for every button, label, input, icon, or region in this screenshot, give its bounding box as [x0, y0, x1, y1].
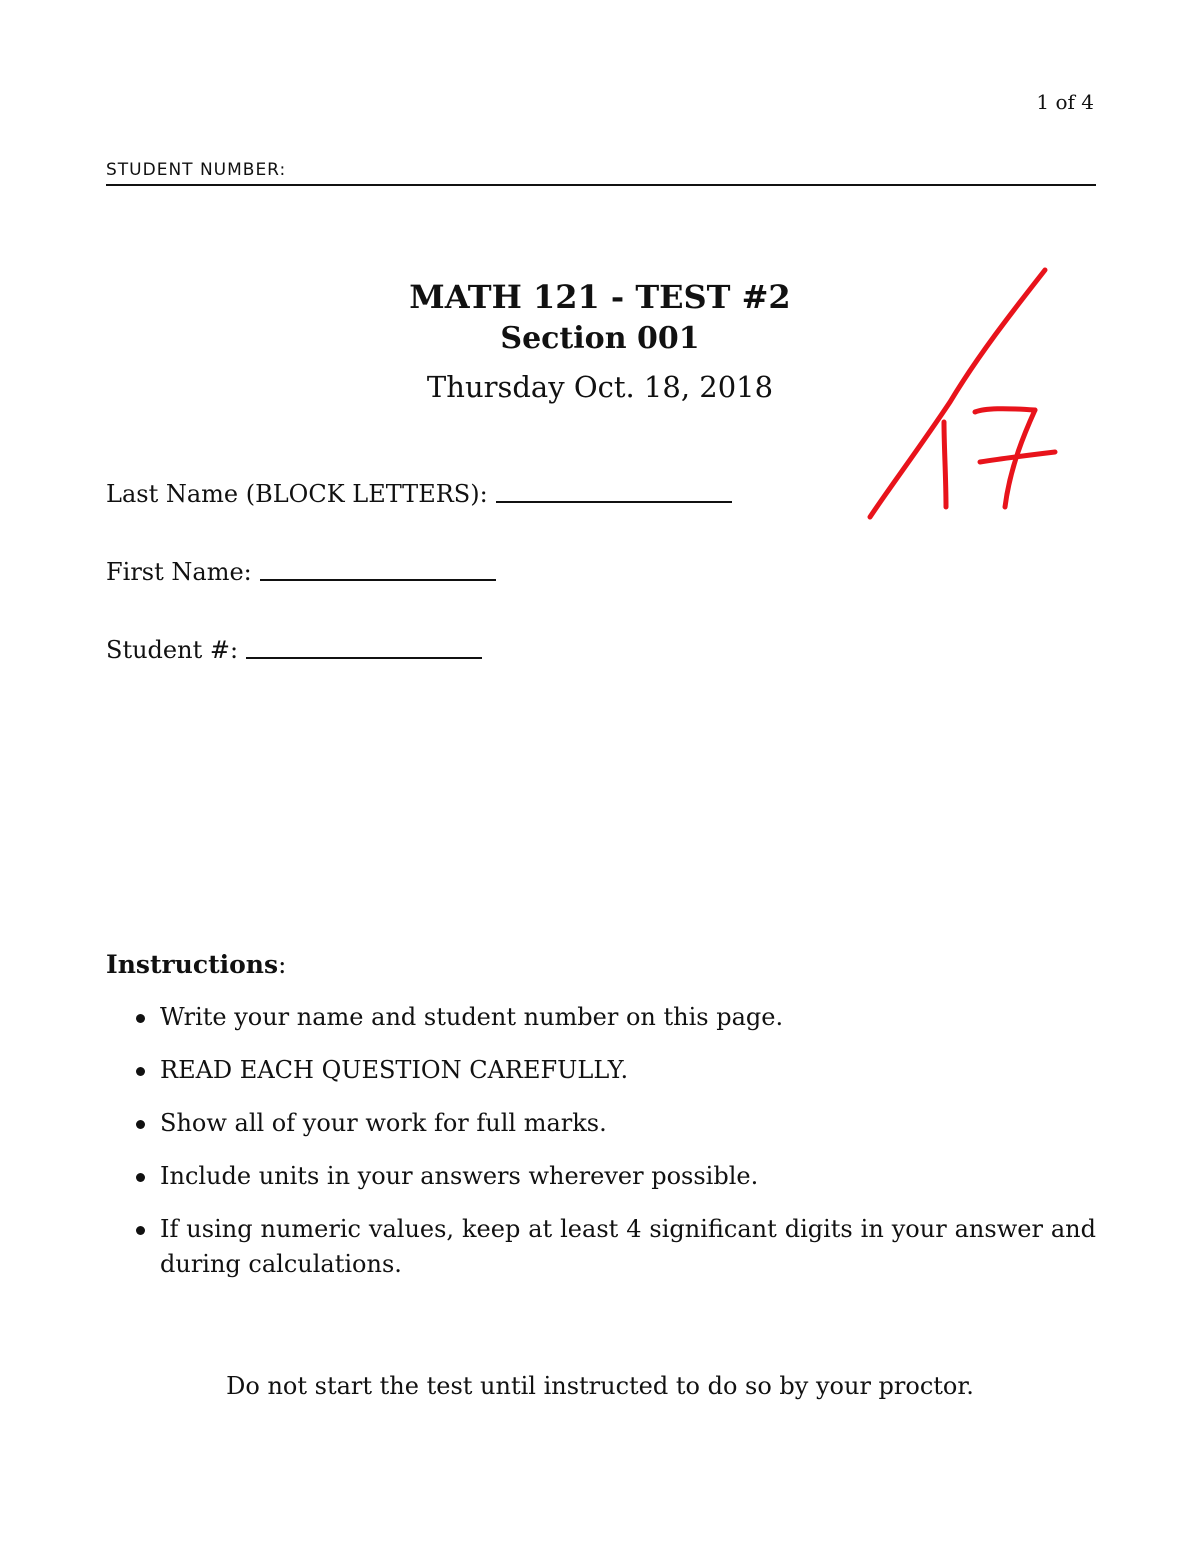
first-name-field[interactable]: [106, 558, 496, 586]
grade-ink: [870, 270, 1055, 517]
instructions-colon: :: [278, 950, 287, 979]
bullet-icon: [136, 1067, 145, 1076]
footer-note: Do not start the test until instructed to do so by your proctor.: [226, 1372, 974, 1400]
instruction-item: Write your name and student number on this page.: [106, 1000, 1096, 1035]
instruction-item: Include units in your answers wherever possible.: [106, 1159, 1096, 1194]
last-name-blank[interactable]: [496, 500, 732, 503]
instructions-list: [106, 1000, 1096, 1300]
bullet-icon: [136, 1226, 145, 1235]
instructions-heading: [106, 950, 286, 979]
test-date: Thursday Oct. 18, 2018: [426, 370, 774, 404]
student-number-header: [106, 160, 1096, 186]
bullet-icon: [136, 1120, 145, 1129]
first-name-blank[interactable]: [260, 578, 496, 581]
grade-mark: [860, 262, 1070, 524]
bullet-icon: [136, 1173, 145, 1182]
page-number: 1 of 4: [1036, 90, 1094, 114]
student-id-field[interactable]: [106, 636, 482, 664]
instruction-item: READ EACH QUESTION CAREFULLY.: [106, 1053, 1096, 1088]
instruction-item: If using numeric values, keep at least 4 significant digits in your answer and during calculations.: [106, 1212, 1096, 1282]
student-number-label: STUDENT NUMBER:: [106, 160, 287, 180]
grade-digit-one: [944, 422, 946, 507]
first-name-label: First Name:: [106, 558, 252, 586]
last-name-label: Last Name (BLOCK LETTERS):: [106, 480, 488, 508]
instruction-item: Show all of your work for full marks.: [106, 1106, 1096, 1141]
test-title: MATH 121 - TEST #2: [409, 278, 791, 316]
student-id-blank[interactable]: [246, 656, 482, 659]
grade-digit-seven-top: [975, 409, 1035, 412]
student-id-label: Student #:: [106, 636, 239, 664]
last-name-field[interactable]: [106, 480, 732, 508]
grade-slash: [870, 270, 1045, 517]
bullet-icon: [136, 1014, 145, 1023]
instructions-heading-text: Instructions: [106, 950, 279, 979]
section-label: Section 001: [500, 321, 700, 356]
